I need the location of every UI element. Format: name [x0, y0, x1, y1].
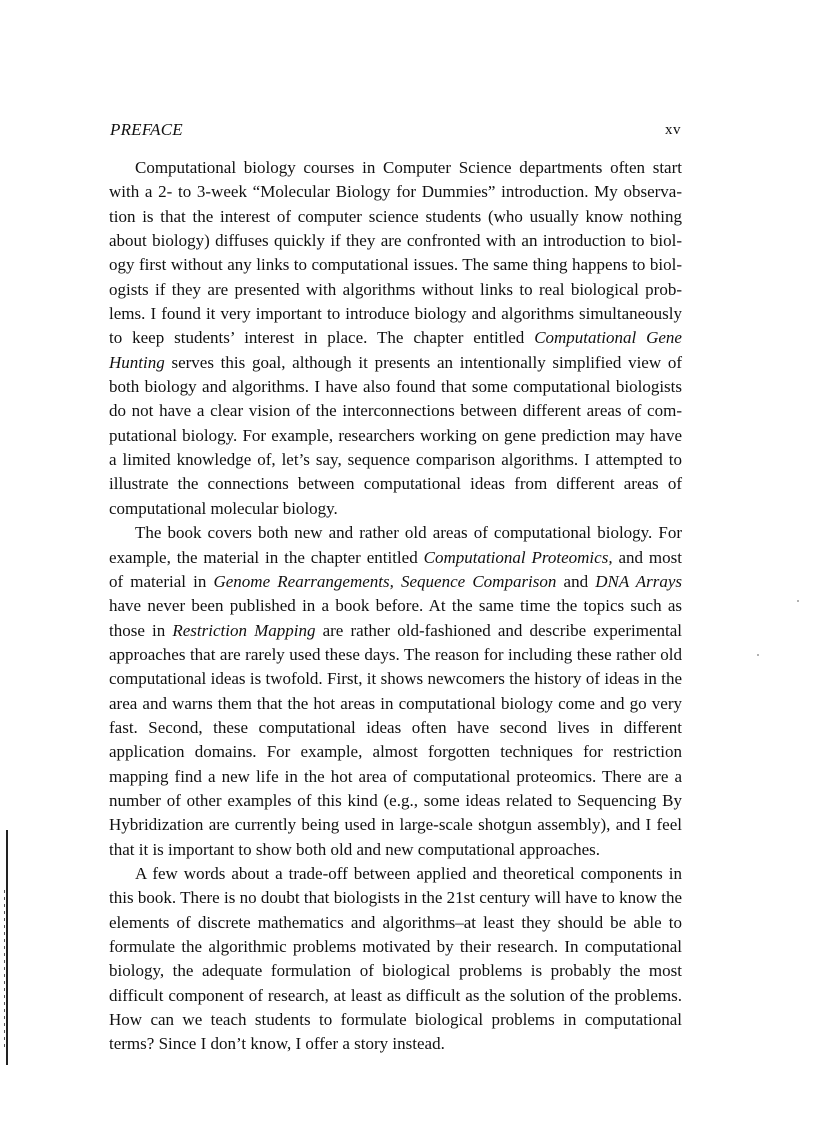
scan-binding-mark: [6, 830, 8, 1065]
text-run: Computational biology courses in Computer Science departments often start with a 2- to 3-week “Molecular Biology for Dummies” introduction. My observation is that the interest of computer science students (who usually know nothing about biology) diffuses quickly if they are confronted with an introduction to biology first without any links to computational issues. The same thing happens to biologists if they are presented with algorithms without links to real biological problems. I found it very important to introduce biology and algorithms simultaneously to keep students’ interest in place. The chapter entitled: [109, 158, 682, 348]
scan-speck: [797, 600, 799, 602]
page-number: xv: [665, 122, 681, 138]
text-run: serves this goal, although it presents an intentionally simplified view of both biology and algorithms. I have also found that some computational biologists do not have a clear vision of the interconnections between different areas of computational biology. For example, researchers working on gene prediction may have a limited knowledge of, let’s say, sequence comparison algorithms. I attempted to illustrate the connections between computational ideas from different areas of computational molecular biology.: [109, 352, 682, 518]
paragraph-2: [109, 521, 682, 862]
text-run: The book covers both new and rather old areas of computational biology. For example, the material in the chapter entitled: [109, 523, 682, 567]
paragraph-1: [109, 156, 682, 521]
text-run: have never been published in a book before. At the same time the topics such as those in: [109, 596, 682, 640]
running-head-title: PREFACE: [110, 120, 183, 139]
body-text: [109, 156, 682, 1057]
running-head: [110, 120, 681, 144]
italic-title: Genome Rearrangements, Sequence Comparison: [213, 571, 557, 591]
text-run: are rather old-fashioned and describe experimental approaches that are rarely used these days. The reason for including these rather old computational ideas is twofold. First, it shows newcomers the history of ideas in the area and warns them that the hot areas in computational biology come and go very fast. Second, these computational ideas often have second lives in different application domains. For example, almost forgotten techniques for restriction mapping find a new life in the hot area of computational proteomics. There are a number of other examples of this kind (e.g., some ideas related to Sequencing By Hybridization are currently being used in large-scale shotgun assembly), and I feel that it is important to show both old and new computational approaches.: [109, 620, 682, 859]
italic-title: Computational Proteomics,: [423, 547, 613, 567]
text-run: A few words about a trade-off between applied and theoretical components in this book. There is no doubt that biologists in the 21st century will have to know the elements of discrete mathematics and algorithms–at least they should be able to formulate the algorithmic problems motivated by their research. In computational biology, the adequate formulation of biological problems is probably the most difficult component of research, at least as difficult as the solution of the problems. How can we teach students to formulate biological problems in computational terms? Since I don’t know, I offer a story instead.: [109, 863, 682, 1054]
text-run: and: [556, 571, 596, 591]
scan-speck: [757, 654, 759, 656]
italic-title: DNA Arrays: [595, 571, 683, 591]
italic-title: Restriction Mapping: [172, 620, 316, 640]
paragraph-3: [109, 862, 682, 1057]
text-run: and most of material in: [109, 547, 682, 591]
italic-title: Computational Gene Hunting: [109, 328, 682, 372]
